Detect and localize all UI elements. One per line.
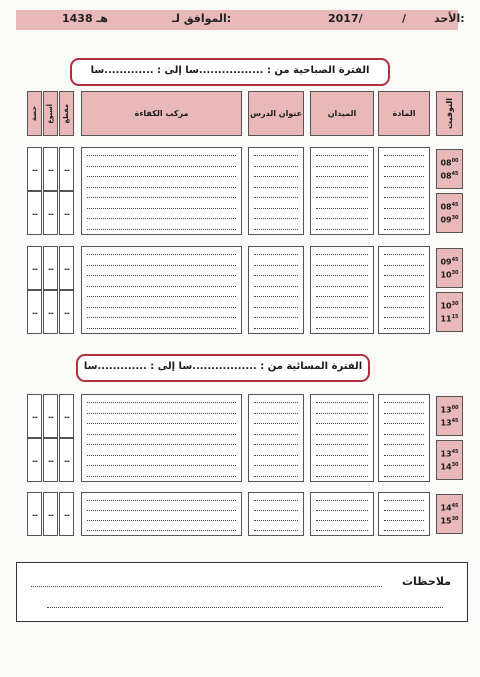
writing-line [316,208,368,209]
competency-cell[interactable] [81,394,242,482]
writing-line [87,166,236,167]
writing-line [316,197,368,198]
notes-line [47,607,443,608]
end-hour: 10 [440,270,452,280]
start-hour: 10 [440,302,452,311]
notes-box[interactable] [16,562,468,622]
session-cell[interactable]: ... [27,290,42,334]
writing-line [254,510,298,511]
writing-line [316,520,368,521]
writing-line [254,176,298,177]
writing-line [316,423,368,424]
week-cell[interactable]: ... [43,438,58,482]
time-slot-end [440,268,458,281]
writing-line [87,444,236,445]
writing-line [87,317,236,318]
morning-period-label: الفترة الصباحية من : .................سا إلى : .............سا [70,58,390,86]
writing-line [87,176,236,177]
week-cell[interactable]: ... [43,246,58,290]
header-lesson-title: عنوان الدرس [248,91,304,136]
time-slot-start [440,156,458,169]
writing-line [316,476,368,477]
writing-line [384,413,424,414]
segment-cell[interactable]: ... [59,438,74,482]
time-slot-cell [436,193,463,233]
writing-line [254,265,298,266]
writing-line [316,187,368,188]
start-hour: 09 [440,258,452,267]
writing-line [254,307,298,308]
lesson-title-cell[interactable] [248,394,304,482]
writing-line [87,296,236,297]
field-cell[interactable] [310,246,374,334]
time-slot-start [440,403,458,416]
time-slot-end [440,514,458,527]
time-slot-end [440,416,458,429]
start-hour: 08 [440,159,452,168]
writing-line [254,500,298,501]
writing-line [316,455,368,456]
week-cell[interactable]: ... [43,492,58,536]
header-segment: مقطع [59,91,74,136]
writing-line [384,286,424,287]
time-slot-end [440,460,458,473]
start-minute: 00 [451,405,459,412]
writing-line [384,520,424,521]
start-minute: 45 [451,202,459,209]
session-cell[interactable]: ... [27,191,42,235]
lesson-title-cell[interactable] [248,147,304,235]
year-text: 2017/ [328,12,363,25]
writing-line [87,510,236,511]
time-slot-start [440,299,458,312]
field-cell[interactable] [310,147,374,235]
writing-line [254,444,298,445]
writing-line [384,530,424,531]
session-cell[interactable]: ... [27,492,42,536]
end-minute: 30 [451,462,459,468]
end-hour: 11 [440,314,452,324]
writing-line [87,286,236,287]
week-cell[interactable]: ... [43,394,58,438]
start-minute: 45 [451,503,459,510]
writing-line [316,218,368,219]
segment-cell[interactable]: ... [59,147,74,191]
writing-line [316,176,368,177]
header-week: أسبوع [43,91,58,136]
writing-line [316,296,368,297]
writing-line [87,155,236,156]
date-slash: / [402,12,407,25]
writing-line [254,218,298,219]
writing-line [87,208,236,209]
time-slot-end [440,169,458,182]
writing-line [316,402,368,403]
notes-line [31,586,382,587]
writing-line [254,166,298,167]
writing-line [316,307,368,308]
writing-line [254,197,298,198]
writing-line [316,275,368,276]
segment-cell[interactable]: ... [59,191,74,235]
competency-cell[interactable] [81,147,242,235]
header-competency: مركب الكفاءة [81,91,242,136]
end-minute: 30 [451,270,459,276]
time-slot-end [440,213,458,226]
writing-line [87,500,236,501]
writing-line [384,328,424,329]
writing-line [87,328,236,329]
writing-line [254,275,298,276]
end-minute: 30 [451,516,459,522]
writing-line [384,510,424,511]
end-minute: 45 [451,171,459,177]
writing-line [87,530,236,531]
end-hour: 08 [440,171,452,181]
header-subject: المادة [378,91,430,136]
writing-line [87,413,236,414]
writing-line [316,317,368,318]
subject-cell[interactable] [378,246,430,334]
gregorian-label: الموافق لـ: [172,12,232,25]
session-cell[interactable]: ... [27,394,42,438]
writing-line [254,520,298,521]
writing-line [384,218,424,219]
header-session: حصة [27,91,42,136]
writing-line [384,296,424,297]
end-hour: 15 [440,516,452,526]
writing-line [316,434,368,435]
start-hour: 13 [440,450,452,459]
writing-line [316,465,368,466]
time-slot-cell [436,149,463,189]
writing-line [384,187,424,188]
writing-line [316,530,368,531]
writing-line [384,317,424,318]
writing-line [384,444,424,445]
writing-line [384,176,424,177]
end-minute: 15 [451,314,459,320]
competency-cell[interactable] [81,246,242,334]
field-cell[interactable] [310,394,374,482]
time-slot-cell [436,292,463,332]
segment-cell[interactable]: ... [59,492,74,536]
writing-line [87,402,236,403]
end-minute: 45 [451,418,459,424]
writing-line [254,229,298,230]
writing-line [254,476,298,477]
week-cell[interactable]: ... [43,147,58,191]
start-minute: 45 [451,449,459,456]
writing-line [384,307,424,308]
writing-line [87,434,236,435]
time-slot-start [440,255,458,268]
segment-cell[interactable]: ... [59,290,74,334]
writing-line [254,208,298,209]
writing-line [254,187,298,188]
writing-line [384,500,424,501]
writing-line [87,476,236,477]
date-bar [16,10,465,30]
start-minute: 00 [451,158,459,165]
time-slot-cell [436,396,463,436]
start-hour: 14 [440,504,452,513]
writing-line [87,307,236,308]
end-minute: 30 [451,215,459,221]
writing-line [87,275,236,276]
writing-line [87,423,236,424]
writing-line [87,218,236,219]
writing-line [384,455,424,456]
header-field: الميدان [310,91,374,136]
writing-line [316,286,368,287]
week-cell[interactable]: ... [43,191,58,235]
writing-line [254,423,298,424]
evening-period-label: الفترة المسائية من : .................سا إلى : .............سا [76,354,370,382]
writing-line [384,402,424,403]
writing-line [87,254,236,255]
writing-line [384,465,424,466]
writing-line [87,197,236,198]
lesson-title-cell[interactable] [248,246,304,334]
lesson-title-cell[interactable] [248,492,304,536]
writing-line [384,275,424,276]
writing-line [316,510,368,511]
competency-cell[interactable] [81,492,242,536]
segment-cell[interactable]: ... [59,246,74,290]
writing-line [384,265,424,266]
writing-line [316,254,368,255]
writing-line [254,155,298,156]
end-hour: 09 [440,215,452,225]
writing-line [316,413,368,414]
field-cell[interactable] [310,492,374,536]
start-minute: 45 [451,257,459,264]
writing-line [254,455,298,456]
start-minute: 30 [451,301,459,308]
time-slot-cell [436,248,463,288]
start-hour: 13 [440,406,452,415]
time-slot-start [440,447,458,460]
writing-line [384,155,424,156]
time-slot-cell [436,440,463,480]
writing-line [384,423,424,424]
writing-line [316,265,368,266]
segment-cell[interactable]: ... [59,394,74,438]
subject-cell[interactable] [378,394,430,482]
writing-line [384,166,424,167]
writing-line [254,413,298,414]
writing-line [87,187,236,188]
writing-line [254,434,298,435]
time-slot-start [440,200,458,213]
writing-line [254,296,298,297]
session-cell[interactable]: ... [27,147,42,191]
writing-line [87,265,236,266]
writing-line [316,500,368,501]
writing-line [87,465,236,466]
writing-line [254,286,298,287]
end-hour: 13 [440,418,452,428]
writing-line [316,229,368,230]
time-slot-cell [436,494,463,534]
writing-line [254,465,298,466]
writing-line [316,328,368,329]
writing-line [384,476,424,477]
writing-line [87,520,236,521]
writing-line [384,254,424,255]
writing-line [254,402,298,403]
time-slot-end [440,312,458,325]
day-label: الأحد: [434,12,465,25]
writing-line [384,434,424,435]
week-cell[interactable]: ... [43,290,58,334]
subject-cell[interactable] [378,492,430,536]
session-cell[interactable]: ... [27,438,42,482]
end-hour: 14 [440,462,452,472]
writing-line [254,530,298,531]
writing-line [316,444,368,445]
writing-line [254,254,298,255]
start-hour: 08 [440,203,452,212]
writing-line [316,166,368,167]
writing-line [87,229,236,230]
writing-line [316,155,368,156]
writing-line [384,197,424,198]
writing-line [384,208,424,209]
time-slot-start [440,501,458,514]
session-cell[interactable]: ... [27,246,42,290]
writing-line [87,455,236,456]
notes-label: ملاحظات [402,575,451,588]
writing-line [254,328,298,329]
writing-line [254,317,298,318]
hijri-year: 1438 هـ [62,12,108,25]
writing-line [384,229,424,230]
subject-cell[interactable] [378,147,430,235]
header-time: التوقيت [436,91,463,136]
